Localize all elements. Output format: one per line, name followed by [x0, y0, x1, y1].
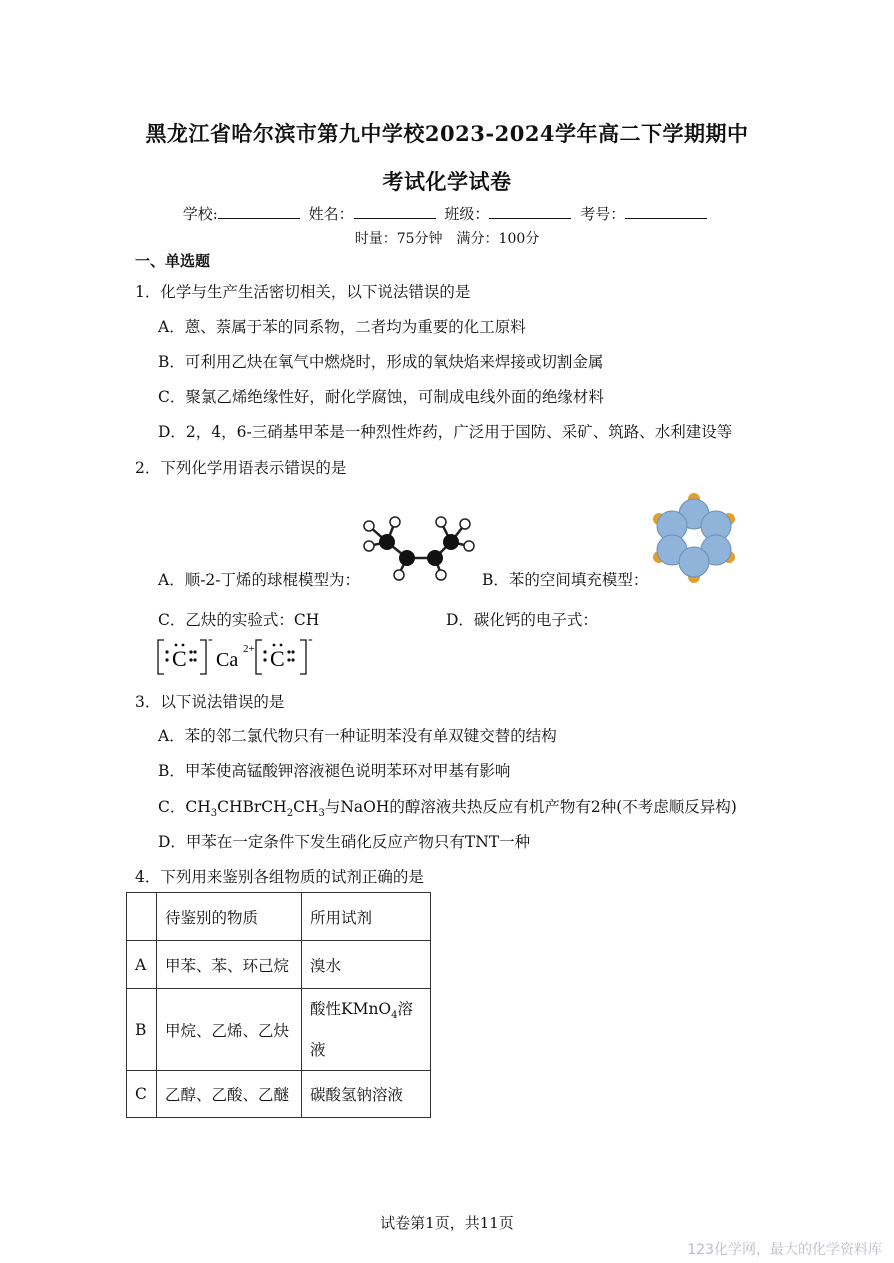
q2-stem: 2．下列化学用语表示错误的是: [135, 459, 347, 477]
table-cell: 甲烷、乙烯、乙炔: [157, 989, 302, 1071]
q1-option-d: D．2，4，6-三硝基甲苯是一种烈性炸药，广泛用于国防、采矿、筑路、水利建设等: [158, 423, 733, 441]
school-blank[interactable]: [218, 204, 300, 219]
q1-option-a: A．蒽、萘属于苯的同系物，二者均为重要的化工原料: [158, 318, 526, 336]
table-header-row: [127, 893, 431, 941]
table-cell: 溴水: [302, 941, 431, 989]
table-row: [127, 989, 431, 1071]
anion-charge-2: -: [308, 632, 313, 647]
exam-meta: 时量：75分钟 满分：100分: [354, 231, 540, 247]
table-cell: 甲苯、苯、环己烷: [157, 941, 302, 989]
school-label: 学校:: [182, 205, 218, 223]
q2-option-d: D．碳化钙的电子式：: [446, 611, 598, 629]
anion-charge-1: -: [208, 632, 213, 647]
page-footer: 试卷第1页，共11页: [380, 1214, 514, 1232]
calcium-symbol: Ca: [216, 649, 239, 671]
q3-option-a: A．苯的邻二氯代物只有一种证明苯没有单双键交替的结构: [158, 727, 557, 745]
table-header-cell: 所用试剂: [302, 893, 431, 941]
class-blank[interactable]: [489, 204, 571, 219]
class-label: 班级：: [444, 205, 490, 223]
table-cell: 碳酸氢钠溶液: [302, 1071, 431, 1118]
site-watermark: 123化学网，最大的化学资料库: [687, 1242, 882, 1258]
name-blank[interactable]: [354, 204, 436, 219]
q1-option-b: B．可利用乙炔在氧气中燃烧时，形成的氧炔焰来焊接或切割金属: [158, 353, 604, 371]
page-title-line1: 黑龙江省哈尔滨市第九中学校2023-2024学年高二下学期期中: [145, 121, 749, 146]
q1-stem: 1．化学与生产生活密切相关，以下说法错误的是: [135, 283, 471, 301]
carbon-symbol-1: C: [172, 646, 187, 671]
table-row: [127, 1071, 431, 1118]
cis-2-butene-ball-stick-model: [355, 510, 480, 585]
table-row: [127, 941, 431, 989]
q4-stem: 4．下列用来鉴别各组物质的试剂正确的是: [135, 868, 424, 886]
table-header-cell: 待鉴别的物质: [157, 893, 302, 941]
exam-no-label: 考号：: [580, 205, 626, 223]
q1-option-c: C．聚氯乙烯绝缘性好，耐化学腐蚀，可制成电线外面的绝缘材料: [158, 388, 604, 406]
benzene-space-filling-model: [650, 492, 738, 584]
table-cell: A: [127, 941, 157, 989]
section-heading: 一、单选题: [135, 252, 211, 270]
student-info-fields: [0, 203, 894, 224]
carbon-symbol-2: C: [270, 646, 285, 671]
q3-stem: 3．以下说法错误的是: [135, 693, 285, 711]
q2-option-b: B．苯的空间填充模型：: [482, 571, 649, 589]
table-header-cell: [127, 893, 157, 941]
q2-option-a: A．顺-2-丁烯的球棍模型为：: [158, 571, 361, 589]
q4-table: [126, 892, 431, 1118]
exam-no-blank[interactable]: [625, 204, 707, 219]
q2-option-c: C．乙炔的实验式：CH: [158, 611, 320, 629]
table-cell: 乙醇、乙酸、乙醚: [157, 1071, 302, 1118]
q3-option-c: C．$CH_3CHBrCH_2CH_3$与NaOH的醇溶液共热反应有机产物有2种(不考虑顺反异构): [158, 798, 737, 820]
calcium-charge: 2+: [243, 643, 255, 655]
table-cell: 酸性KMnO$_4$溶 液: [302, 989, 431, 1071]
q3-option-b: B．甲苯使高锰酸钾溶液褪色说明苯环对甲基有影响: [158, 762, 511, 780]
table-cell: C: [127, 1071, 157, 1118]
page-title-line2: 考试化学试卷: [382, 169, 512, 194]
table-cell: B: [127, 989, 157, 1071]
q3-option-d: D．甲苯在一定条件下发生硝化反应产物只有TNT一种: [158, 833, 531, 851]
name-label: 姓名：: [308, 205, 354, 223]
calcium-carbide-electron-dot-formula: [150, 632, 320, 680]
